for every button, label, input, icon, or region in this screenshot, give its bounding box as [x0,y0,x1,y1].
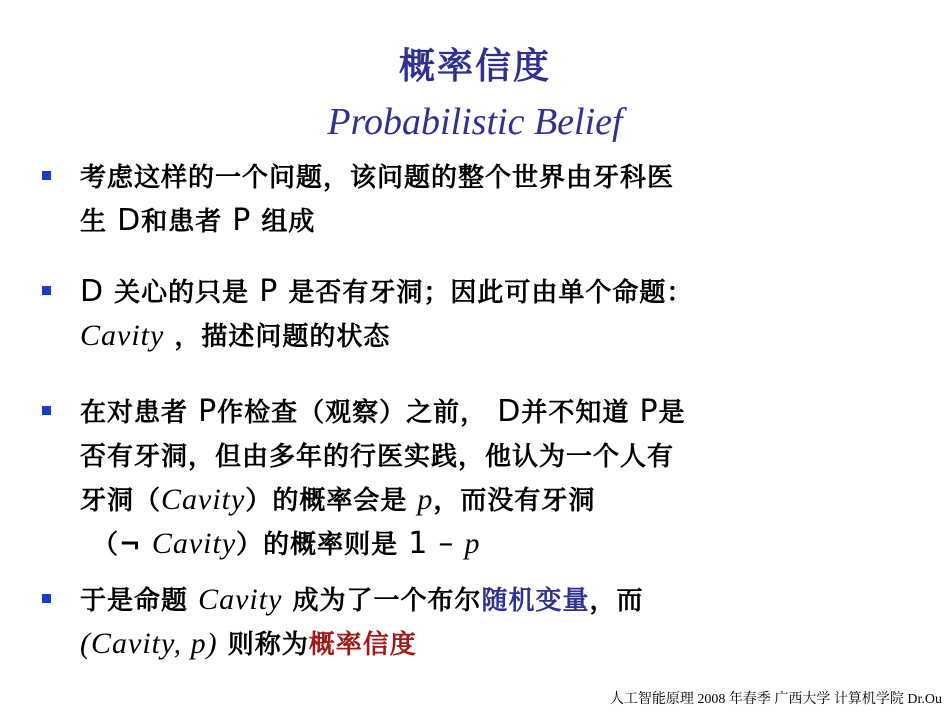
slide-subtitle: Probabilistic Belief [327,101,623,143]
bullet-square-icon [42,594,51,603]
bullet-1-line-1: 考虑这样的一个问题，该问题的整个世界由牙科医 [80,163,675,193]
footer-credit: 人工智能原理 2008 年春季 广西大学 计算机学院 Dr.Ou [609,692,942,707]
bullet-square-icon [42,406,51,415]
bullet-1-line-2: 生 D和患者 P 组成 [80,203,316,238]
bullet-square-icon [42,286,51,295]
bullet-4-line-2: (Cavity, p) 则称为概率信度 [80,627,417,660]
highlight-random-variable: 随机变量 [481,586,590,616]
bullet-square-icon [42,171,51,180]
slide-title: 概率信度 [398,46,551,87]
bullet-3-line-3: 牙洞（Cavity）的概率会是 p，而没有牙洞 [80,483,596,516]
bullet-2-line-1: D 关心的只是 P 是否有牙洞；因此可由单个命题： [80,274,694,309]
bullet-4-line-1: 于是命题 Cavity 成为了一个布尔随机变量，而 [80,583,644,616]
bullet-3-line-4: （¬ Cavity）的概率则是 1 – p [92,526,481,561]
bullet-3-line-1: 在对患者 P作检查（观察）之前， D并不知道 P是 [80,394,686,429]
bullet-3-line-2: 否有牙洞，但由多年的行医实践，他认为一个人有 [80,442,675,472]
bullet-2-line-2: Cavity ，描述问题的状态 [80,319,391,352]
highlight-probabilistic-belief: 概率信度 [308,630,417,660]
